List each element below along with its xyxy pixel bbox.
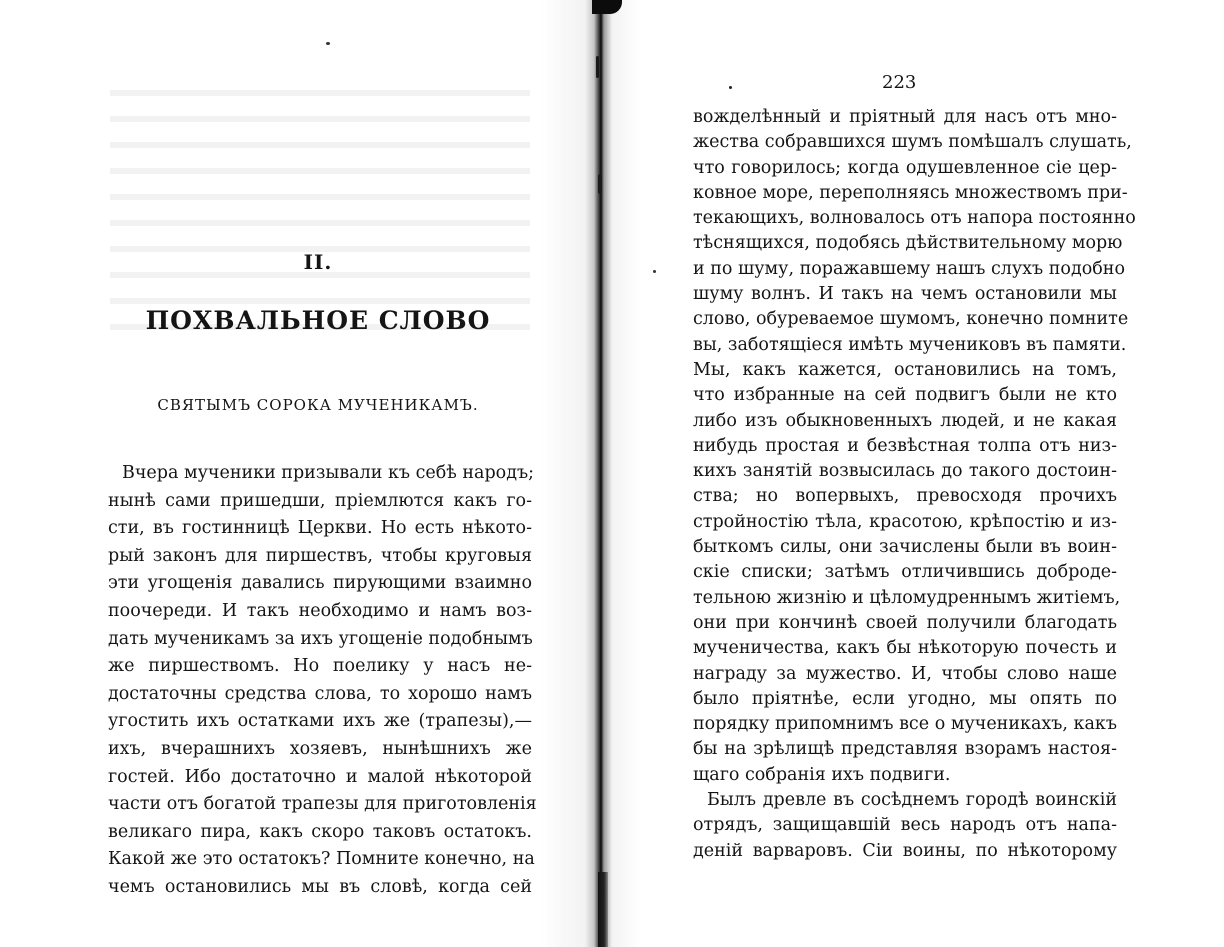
right-body-text bbox=[693, 105, 1136, 864]
binding-edge-bottom bbox=[598, 872, 608, 947]
text-line: бы на зрѣлищѣ представляя взорамъ настоя- bbox=[693, 739, 1117, 760]
text-line: вожделѣнный и пріятный для насъ отъ мно- bbox=[693, 107, 1117, 127]
text-line: ковное море, переполняясь множествомъ при- bbox=[693, 182, 1128, 203]
text-line: ства; но вопервыхъ, превосходя прочихъ bbox=[693, 486, 1117, 507]
text-line: было пріятнѣе, если угодно, мы опять по bbox=[693, 688, 1117, 709]
text-line: Какой же это остатокъ? Помните конечно, на bbox=[108, 849, 535, 870]
ink-speck bbox=[653, 270, 656, 273]
chapter-title: ПОХВАЛЬНОЕ СЛОВО bbox=[145, 306, 491, 335]
text-line: они при кончинѣ своей получили благодать bbox=[693, 612, 1117, 633]
book-gutter-shadow bbox=[540, 0, 640, 947]
text-line: сти, въ гостинницѣ Церкви. Но есть нѣкото- bbox=[108, 518, 532, 539]
text-line: что говорилось; когда одушевленное сіе цер- bbox=[693, 157, 1117, 178]
text-line: части отъ богатой трапезы для приготовленія bbox=[108, 794, 537, 815]
text-line: же пиршествомъ. Но поелику у насъ не- bbox=[108, 656, 532, 677]
text-line: награду за мужество. И, чтобы слово наше bbox=[693, 663, 1117, 684]
text-line: текающихъ, волновалось отъ напора постоянно bbox=[693, 208, 1136, 229]
text-line: дать мученикамъ за ихъ угощеніе подобнымъ bbox=[108, 628, 533, 649]
text-line: стройностію тѣла, красотою, крѣпостію и из- bbox=[693, 511, 1117, 532]
margin-mark bbox=[598, 174, 602, 194]
text-line: достаточны средства слова, то хорошо намъ bbox=[108, 683, 532, 704]
text-line: щаго собранія ихъ подвиги. bbox=[693, 764, 951, 785]
text-line: тельною жизнію и цѣломудреннымъ житіемъ, bbox=[693, 587, 1121, 608]
text-line: чемъ остановились мы въ словѣ, когда сей bbox=[108, 876, 532, 897]
text-line: гостей. Ибо достаточно и малой нѣкоторой bbox=[108, 766, 532, 787]
text-line: нибудь простая и безвѣстная толпа отъ низ- bbox=[693, 435, 1117, 456]
text-line: быткомъ силы, они зачислены были въ воин- bbox=[693, 537, 1117, 558]
text-line: великаго пира, какъ скоро таковъ остатокъ. bbox=[108, 821, 532, 842]
text-line: вы, заботящіеся имѣть мучениковъ въ памяти. bbox=[693, 334, 1127, 355]
text-line: кихъ занятій возвысилась до такого достоин- bbox=[693, 461, 1117, 482]
ink-speck bbox=[326, 42, 330, 45]
margin-mark bbox=[596, 56, 599, 78]
page-number: 223 bbox=[882, 72, 917, 93]
text-line: эти угощенія давались пирующими взаимно bbox=[108, 573, 532, 594]
ink-speck bbox=[729, 86, 732, 89]
text-line: Вчера мученики призывали къ себѣ народъ; bbox=[122, 463, 535, 483]
text-line: отрядъ, защищавшій весь народъ отъ напа- bbox=[693, 815, 1117, 836]
left-body-text bbox=[108, 460, 537, 902]
text-line: ихъ, вчерашнихъ хозяевъ, нынѣшнихъ же bbox=[108, 738, 532, 759]
text-line: Былъ древле въ сосѣднемъ городѣ воинскій bbox=[707, 790, 1117, 811]
text-line: рый законъ для пиршествъ, чтобы круговыя bbox=[108, 545, 532, 566]
text-line: угостить ихъ остатками ихъ же (трапезы),— bbox=[108, 711, 532, 732]
text-line: и по шуму, поражавшему нашъ слухъ подобно bbox=[693, 258, 1125, 279]
text-line: скіе списки; затѣмъ отличившись доброде- bbox=[693, 562, 1117, 583]
text-line: либо изъ обыкновенныхъ людей, и не какая bbox=[693, 410, 1117, 431]
text-line: слово, обуреваемое шумомъ, конечно помните bbox=[693, 309, 1129, 330]
left-page bbox=[0, 0, 596, 947]
text-line: шуму волнъ. И такъ на чемъ остановили мы bbox=[693, 284, 1117, 305]
text-line: поочереди. И такъ необходимо и намъ воз- bbox=[108, 600, 532, 621]
chapter-number: II. bbox=[303, 250, 333, 274]
text-line: порядку припомнимъ все о мученикахъ, какъ bbox=[693, 714, 1117, 735]
text-line: тѣснящихся, подобясь дѣйствительному морю bbox=[693, 233, 1123, 254]
text-line: жества собравшихся шумъ помѣшалъ слушать, bbox=[693, 132, 1132, 153]
text-line: Мы, какъ кажется, остановились на томъ, bbox=[693, 359, 1117, 380]
chapter-subtitle: СВЯТЫМЪ СОРОКА МУЧЕНИКАМЪ. bbox=[157, 396, 479, 414]
text-line: что избранные на сей подвигъ были не кто bbox=[693, 385, 1117, 406]
text-line: мученичества, какъ бы нѣкоторую почесть и bbox=[693, 638, 1117, 659]
text-line: деній варваровъ. Сіи воины, по нѣкоторому bbox=[693, 840, 1117, 861]
text-line: нынѣ сами пришедши, пріемлются какъ го- bbox=[108, 490, 532, 511]
